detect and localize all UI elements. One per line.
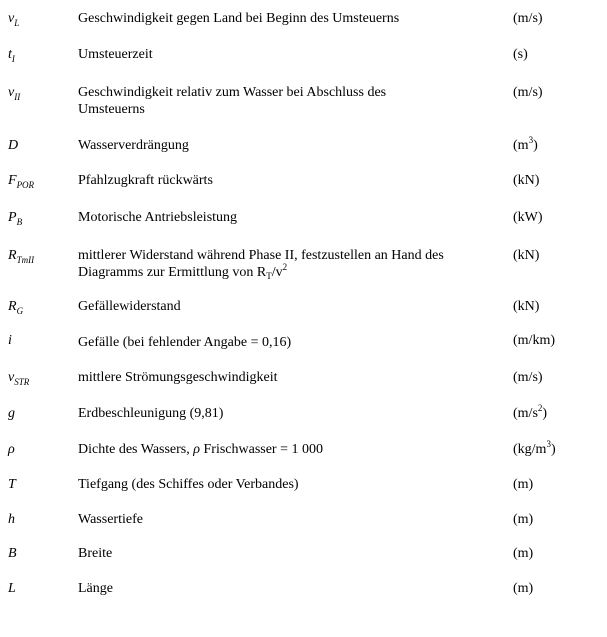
symbol: $v_L$ — [8, 11, 20, 28]
symbol: $t_I$ — [8, 47, 15, 64]
symbol: B — [8, 546, 17, 561]
description: Erdbeschleunigung (9,81) — [78, 406, 224, 421]
description: Pfahlzugkraft rückwärts — [78, 173, 213, 188]
unit: (m) — [513, 546, 534, 561]
unit: (kN) — [513, 299, 540, 314]
description: Breite — [78, 546, 113, 561]
symbol: $P_B$ — [8, 210, 23, 227]
unit: (kN) — [513, 173, 540, 188]
unit: (m/s) — [513, 11, 543, 26]
description: Wasserverdrängung — [78, 138, 189, 153]
description: Geschwindigkeit gegen Land bei Beginn des Umsteuerns — [78, 11, 400, 26]
symbol: $v_{II}$ — [8, 85, 21, 102]
unit: (m) — [513, 477, 534, 492]
unit: (m) — [513, 512, 534, 527]
description: Wassertiefe — [78, 512, 143, 527]
symbol: h — [8, 512, 15, 527]
unit: (m/s) — [513, 85, 543, 100]
symbol: $F_{POR}$ — [8, 173, 35, 190]
description: mittlerer Widerstand während Phase II, festzustellen an Hand des Diagramms zur Ermittlung von $R_T/v^2$ — [78, 248, 444, 281]
unit: $(m^3)$ — [513, 135, 538, 153]
symbol: i — [8, 333, 12, 348]
symbol: T — [8, 477, 16, 492]
symbol: g — [8, 406, 15, 421]
unit: (m/s) — [513, 370, 543, 385]
unit: (kN) — [513, 248, 540, 263]
symbol: D — [8, 138, 19, 153]
symbol: $R_{TmII}$ — [8, 248, 35, 265]
unit: $(kg/m^3)$ — [513, 439, 556, 457]
unit: (m) — [513, 581, 534, 596]
description: Gefälle (bei fehlender Angabe = 0,16) — [78, 335, 292, 350]
description: Länge — [78, 581, 113, 596]
unit: (s) — [513, 47, 528, 62]
symbol: L — [8, 581, 16, 596]
description: Motorische Antriebsleistung — [78, 210, 238, 225]
description: Tiefgang (des Schiffes oder Verbandes) — [78, 477, 299, 492]
description: mittlere Strömungsgeschwindigkeit — [78, 370, 278, 385]
description: Dichte des Wassers, ρ Frischwasser = 1 000 — [78, 442, 323, 457]
symbol: $v_{STR}$ — [8, 370, 30, 387]
description: Umsteuerzeit — [78, 47, 153, 62]
symbol: $R_G$ — [8, 299, 24, 316]
symbol: ρ — [8, 442, 15, 457]
unit: (kW) — [513, 210, 543, 225]
description: Gefällewiderstand — [78, 299, 181, 314]
unit: (m/km) — [513, 333, 555, 348]
unit: $(m/s^2)$ — [513, 403, 548, 421]
description: Geschwindigkeit relativ zum Wasser bei Abschluss des Umsteuerns — [78, 85, 387, 117]
